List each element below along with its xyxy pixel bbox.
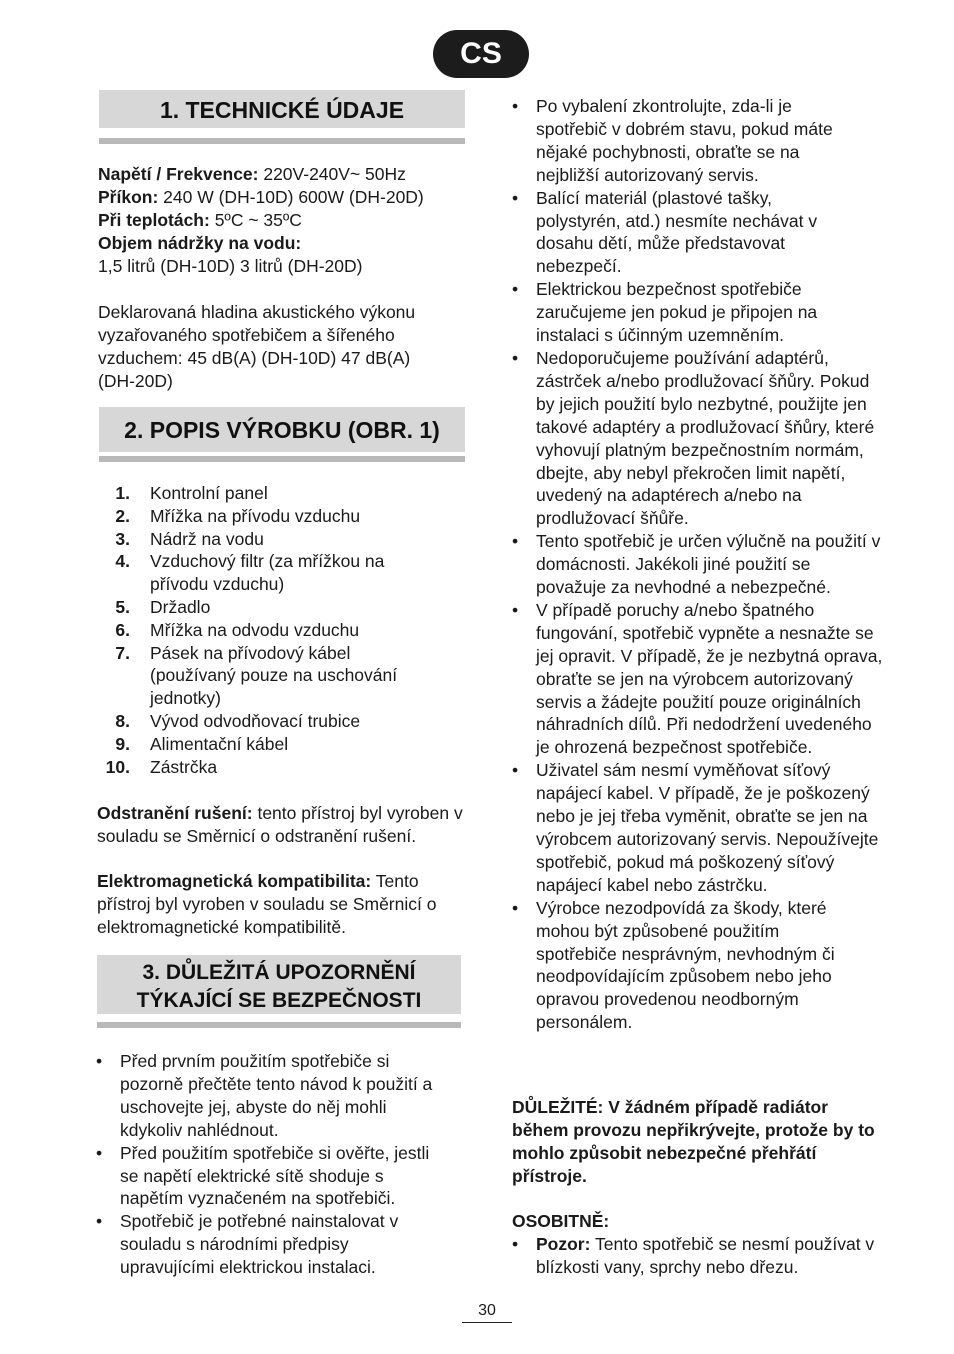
- list-item: 4. Vzduchový filtr (za mřížkou na přívodu vzduchu): [115, 551, 385, 595]
- list-item: • Po vybalení zkontrolujte, zda-li je spotřebič v dobrém stavu, pokud máte nějaké pochybnosti, obraťte se na nejbližší autorizovaný servis.: [512, 96, 833, 185]
- list-item: • Elektrickou bezpečnost spotřebiče zaručujeme jen pokud je připojen na instalaci s účinným uzemněním.: [512, 279, 818, 346]
- section-2-title: 2. POPIS VÝROBKU (OBR. 1): [124, 417, 440, 443]
- section-1-heading: [99, 90, 465, 131]
- special-list: [512, 1233, 884, 1279]
- section-1-rule: [99, 138, 465, 144]
- section-3-rule: [97, 1022, 461, 1028]
- list-item: • Před použitím spotřebiče si ověřte, jestli se napětí elektrické sítě shoduje s napětím vyznačeném na spotřebiči.: [96, 1142, 430, 1209]
- list-item: 5. Držadlo: [115, 596, 211, 617]
- list-item: 3. Nádrž na vodu: [115, 528, 264, 549]
- list-item: • Nedoporučujeme používání adaptérů, zástrček a/nebo prodlužovací šňůry. Pokud by jejich použití bylo nezbytné, použijte jen takové adaptéry a prodlužovací šňůry, které vyhovují platným bezpečnostním normám, dbejte, aby nebyl překročen limit napětí, uvedený na adaptérech a/nebo na prodlužovací šňůře.: [512, 347, 875, 529]
- section-2-heading: [99, 407, 465, 455]
- list-item: • Pozor: Tento spotřebič se nesmí používat v blízkosti vany, sprchy nebo dřezu.: [512, 1234, 875, 1277]
- section-3-heading: [97, 955, 461, 1017]
- emc-note: Elektromagnetická kompatibilita: Tento přístroj byl vyroben v souladu se Směrnicí o elektromagnetické kompatibilitě.: [97, 871, 437, 937]
- important-note: DŮLEŽITÉ: V žádném případě radiátor během provozu nepřikrývejte, protože by to mohlo způsobit nebezpečné přehřátí přístroje.: [512, 1097, 875, 1186]
- language-badge: CS: [433, 30, 529, 78]
- spec-power: Příkon: 240 W (DH-10D) 600W (DH-20D): [98, 187, 424, 207]
- section-1-title: 1. TECHNICKÉ ÚDAJE: [159, 97, 405, 123]
- list-item: 6. Mřížka na odvodu vzduchu: [115, 619, 360, 640]
- page-number: 30: [462, 1302, 512, 1323]
- acoustic-text: Deklarovaná hladina akustického výkonu vyzařovaného spotřebičem a šířeného vzduchem: 45 dB(A) (DH-10D) 47 dB(A) (DH-20D): [98, 302, 416, 391]
- product-parts-list: [102, 482, 432, 778]
- list-item: • Tento spotřebič je určen výlučně na použití v domácnosti. Jakékoli jiné použití se považuje za nevhodné a nebezpečné.: [512, 531, 881, 598]
- section-3-title-line1: 3. DŮLEŽITÁ UPOZORNĚNÍ: [142, 961, 416, 984]
- spec-temperature: Při teplotách: 5ºC ~ 35ºC: [98, 210, 302, 230]
- safety-list-right: [512, 95, 884, 1034]
- list-item: • V případě poruchy a/nebo špatného fungování, spotřebič vypněte a nesnažte se jej opravit. V případě, že je nezbytná oprava, obraťte se jen na výrobcem autorizovaný servis a žádejte použití pouze originálních náhradních dílů. Při nedodržení uvedeného je ohrozená bezpečnost spotřebiče.: [512, 599, 883, 758]
- list-item: • Spotřebič je potřebné nainstalovat v souladu s národními předpisy upravujícími elektrickou instalaci.: [96, 1211, 399, 1278]
- spec-tank-label: Objem nádržky na vodu:: [98, 233, 302, 253]
- list-item: • Před prvním použitím spotřebiče si pozorně přečtěte tento návod k použití a uschovejte jej, abyste do něj mohli kdykoliv nahlédnout.: [96, 1051, 433, 1140]
- safety-list-left: [96, 1050, 446, 1279]
- spec-voltage: Napětí / Frekvence: 220V-240V~ 50Hz: [98, 164, 406, 184]
- list-item: 10. Zástrčka: [105, 756, 218, 777]
- interference-note: Odstranění rušení: tento přístroj byl vyroben v souladu se Směrnicí o odstranění rušení.: [97, 803, 463, 846]
- special-heading: OSOBITNĚ:: [512, 1211, 610, 1231]
- section-2-rule: [99, 456, 465, 462]
- list-item: 8. Vývod odvodňovací trubice: [115, 710, 361, 731]
- tech-specs: [98, 163, 468, 278]
- list-item: 1. Kontrolní panel: [115, 483, 268, 503]
- list-item: 7. Pásek na přívodový kábel (používaný pouze na uschování jednotky): [115, 642, 398, 709]
- list-item: 2. Mřížka na přívodu vzduchu: [115, 505, 361, 526]
- section-3-title-line2: TÝKAJÍCÍ SE BEZPEČNOSTI: [136, 989, 422, 1012]
- list-item: • Výrobce nezodpovídá za škody, které mohou být způsobené použitím spotřebiče nesprávným, nevhodným či neodpovídajícím způsobem nebo jeho opravou provedenou neodborným personálem.: [512, 897, 835, 1033]
- list-item: • Balící materiál (plastové tašky, polystyrén, atd.) nesmíte nechávat v dosahu dětí, může představovat nebezpečí.: [512, 187, 818, 277]
- list-item: 9. Alimentační kábel: [115, 733, 289, 754]
- spec-tank-volume: 1,5 litrů (DH-10D) 3 litrů (DH-20D): [98, 256, 363, 276]
- list-item: • Uživatel sám nesmí vyměňovat síťový napájecí kabel. V případě, že je poškozený nebo je jej třeba vyměnit, obraťte se jen na výrobcem autorizovaný servis. Nepoužívejte spotřebič, pokud má poškozený síťový napájecí kabel nebo zástrčku.: [512, 760, 879, 895]
